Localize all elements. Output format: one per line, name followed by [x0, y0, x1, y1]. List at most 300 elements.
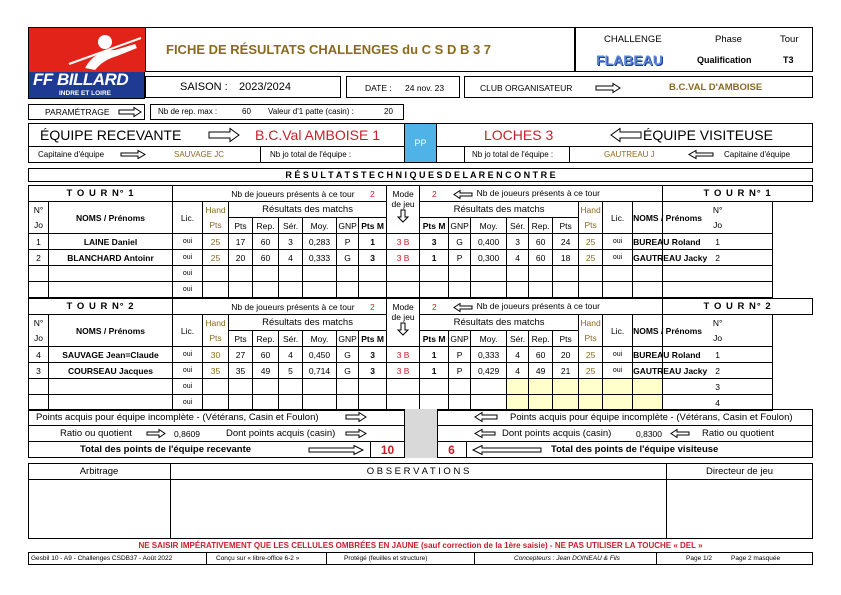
series-away[interactable]: 4: [507, 347, 529, 363]
licence-away[interactable]: oui: [603, 347, 633, 363]
result-gnp-away: [449, 266, 471, 282]
match-points-away: 1: [420, 363, 449, 379]
gnp-header: GNP: [337, 331, 359, 347]
results-header: Résultats des matchs: [229, 202, 387, 218]
arrow-left-icon: [453, 303, 473, 312]
points[interactable]: 35: [229, 363, 253, 379]
points[interactable]: [229, 266, 253, 282]
average-away: [471, 282, 507, 298]
footer-page: Page 1/2: [686, 555, 713, 562]
directeur-label: Directeur de jeu: [705, 466, 774, 477]
handicap-away[interactable]: 25: [579, 250, 603, 266]
de-jeu-label: de jeu: [391, 312, 415, 322]
series-away[interactable]: 3: [507, 234, 529, 250]
arrow-left-icon: [670, 429, 690, 438]
arrow-left-icon: [474, 412, 498, 422]
ratio-away-label: Ratio ou quotient: [702, 428, 774, 439]
repetitions-away[interactable]: [529, 266, 553, 282]
average-away: [471, 379, 507, 395]
game-mode[interactable]: [387, 282, 420, 298]
ratio-home-label: Ratio ou quotient: [60, 428, 132, 439]
results-header-right: Résultats des matchs: [420, 202, 579, 218]
result-gnp: P: [337, 234, 359, 250]
home-team-label: ÉQUIPE RECEVANTE: [40, 127, 182, 143]
result-gnp: [337, 266, 359, 282]
licence-away[interactable]: oui: [603, 234, 633, 250]
match-points-away: [420, 282, 449, 298]
results-header-right: Résultats des matchs: [420, 315, 579, 331]
tour-title-right: T O U R N° 2: [663, 299, 813, 315]
player-number[interactable]: [29, 266, 49, 282]
rep-max-value[interactable]: 60: [242, 107, 251, 116]
ser-header: Sér.: [279, 218, 303, 234]
player-number-away[interactable]: 1: [663, 234, 773, 250]
player-number[interactable]: [29, 379, 49, 395]
repetitions-away[interactable]: 60: [529, 234, 553, 250]
player-name-away[interactable]: [633, 266, 663, 282]
player-number-away[interactable]: 1: [663, 347, 773, 363]
player-name-away[interactable]: BUREAU Roland: [633, 234, 663, 250]
directeur-field[interactable]: [667, 480, 812, 538]
moy-header-right: Moy.: [471, 331, 507, 347]
series[interactable]: [279, 266, 303, 282]
jo-header-right: Jo: [663, 218, 773, 234]
total-away-label: Total des points de l'équipe visiteuse: [551, 444, 719, 455]
match-points-away: [420, 379, 449, 395]
repetitions-away[interactable]: [529, 282, 553, 298]
away-total-players-label: Nb jo total de l'équipe :: [472, 150, 554, 159]
logo: [28, 27, 145, 99]
repetitions[interactable]: [253, 266, 279, 282]
result-gnp: [337, 379, 359, 395]
challenge-name[interactable]: FLABEAU: [596, 52, 663, 68]
match-points-away: 3: [420, 234, 449, 250]
arrow-left-icon: [474, 429, 496, 438]
total-away-value: 6: [448, 443, 455, 457]
phase-label: Phase: [715, 34, 742, 45]
page-title: FICHE DE RÉSULTATS CHALLENGES du C S D B 3 7: [166, 42, 492, 57]
tour-label: Tour: [780, 34, 799, 45]
licence[interactable]: oui: [173, 234, 203, 250]
match-points: 3: [359, 250, 387, 266]
club-value[interactable]: B.C.VAL D'AMBOISE: [669, 82, 763, 93]
repetitions[interactable]: 60: [253, 250, 279, 266]
average-away: 0,333: [471, 347, 507, 363]
result-gnp-away: P: [449, 250, 471, 266]
table-row: [29, 347, 813, 363]
points-away[interactable]: [553, 266, 579, 282]
points[interactable]: [229, 282, 253, 298]
match-points: [359, 379, 387, 395]
arrow-left-icon: [453, 190, 473, 199]
players-present-text: Nb de joueurs présents à ce tour: [476, 301, 600, 312]
result-gnp-away: P: [449, 363, 471, 379]
result-gnp: G: [337, 250, 359, 266]
season-value[interactable]: 2023/2024: [239, 81, 291, 93]
player-number[interactable]: 3: [29, 363, 49, 379]
player-name-away[interactable]: GAUTREAU Jacky: [633, 250, 663, 266]
points-away[interactable]: [553, 282, 579, 298]
handicap[interactable]: 25: [203, 234, 229, 250]
points-away[interactable]: [553, 379, 579, 395]
home-team-name[interactable]: B.C.Val AMBOISE 1: [255, 127, 381, 143]
repetitions[interactable]: [253, 379, 279, 395]
lic-header: Lic.: [173, 202, 203, 234]
incomplete-home-label: Points acquis pour équipe incomplète - (Vétérans, Casin et Foulon): [36, 412, 319, 423]
rep-max-label: Nb de rep. max :: [158, 107, 218, 116]
n-header: N°: [29, 315, 49, 331]
licence[interactable]: oui: [173, 282, 203, 298]
tour-value: T3: [783, 55, 794, 65]
arrow-left-icon: [472, 445, 542, 455]
gnp-header: GNP: [337, 218, 359, 234]
repetitions-away[interactable]: [529, 379, 553, 395]
tour-table: [28, 298, 813, 411]
arrow-right-icon: [345, 429, 367, 438]
mode-header: [387, 299, 420, 347]
pts-header-right: Pts: [553, 218, 579, 234]
arrow-down-icon: [397, 322, 409, 336]
average: 0,333: [303, 250, 337, 266]
tour-title: T O U R N° 1: [29, 186, 173, 202]
home-captain[interactable]: SAUVAGE JC: [174, 150, 225, 159]
repetitions-away[interactable]: 60: [529, 347, 553, 363]
game-mode[interactable]: [387, 266, 420, 282]
table-row: [29, 250, 813, 266]
player-name[interactable]: COURSEAU Jacques: [49, 363, 173, 379]
result-gnp: [337, 282, 359, 298]
result-gnp-away: P: [449, 347, 471, 363]
lic-header-right: Lic.: [603, 315, 633, 347]
series[interactable]: 3: [279, 234, 303, 250]
player-number-away[interactable]: 2: [663, 250, 773, 266]
series[interactable]: 5: [279, 363, 303, 379]
handicap[interactable]: [203, 379, 229, 395]
moy-header: Moy.: [303, 218, 337, 234]
player-number-away[interactable]: 3: [663, 379, 773, 395]
ptsm-header-right: Pts M: [420, 331, 449, 347]
results-header: Résultats des matchs: [229, 315, 387, 331]
average: [303, 379, 337, 395]
player-number[interactable]: 2: [29, 250, 49, 266]
match-points-away: 1: [420, 347, 449, 363]
section-title: R É S U L T A T S T E C H N I Q U E S D E L A R E N C O N T R E: [285, 170, 556, 180]
hand-header-right: Hand: [579, 315, 603, 331]
handicap[interactable]: 25: [203, 250, 229, 266]
handicap-away[interactable]: [579, 266, 603, 282]
licence-away[interactable]: [603, 266, 633, 282]
series[interactable]: 4: [279, 250, 303, 266]
footer-designers: Concepteurs : Jean DOINEAU & Fils: [514, 555, 620, 562]
points[interactable]: 17: [229, 234, 253, 250]
names-header-right: NOMS / Prénoms: [633, 202, 663, 234]
lic-header: Lic.: [173, 315, 203, 347]
average-away: [471, 266, 507, 282]
series[interactable]: [279, 379, 303, 395]
licence[interactable]: oui: [173, 266, 203, 282]
phase-value: Qualification: [697, 55, 752, 65]
average: [303, 282, 337, 298]
arbitrage-field[interactable]: [29, 480, 170, 538]
names-header-right: NOMS / Prénoms: [633, 315, 663, 347]
result-gnp-away: [449, 282, 471, 298]
game-mode[interactable]: 3 B: [387, 234, 420, 250]
player-name[interactable]: BLANCHARD Antoinr: [49, 250, 173, 266]
table-row: [29, 282, 813, 298]
arrow-left-icon: [610, 128, 642, 142]
result-gnp-away: G: [449, 234, 471, 250]
player-name-away[interactable]: BUREAU Roland: [633, 347, 663, 363]
incomplete-away-label: Points acquis pour équipe incomplète - (Vétérans, Casin et Foulon): [510, 412, 793, 423]
handicap-away[interactable]: [579, 379, 603, 395]
licence[interactable]: oui: [173, 347, 203, 363]
point-value-label: Valeur d'1 patte (casin) :: [268, 107, 354, 116]
series[interactable]: 4: [279, 347, 303, 363]
result-gnp: G: [337, 363, 359, 379]
licence-away[interactable]: oui: [603, 363, 633, 379]
repetitions[interactable]: 49: [253, 363, 279, 379]
licence-away[interactable]: oui: [603, 250, 633, 266]
away-team-label: ÉQUIPE VISITEUSE: [643, 127, 773, 143]
handicap-away[interactable]: 25: [579, 234, 603, 250]
pts-header-right: Pts: [553, 331, 579, 347]
players-present-label: Nb de joueurs présents à ce tour: [173, 186, 359, 202]
repetitions[interactable]: 60: [253, 234, 279, 250]
table-row: [29, 266, 813, 282]
player-number[interactable]: [29, 282, 49, 298]
average-away: 0,400: [471, 234, 507, 250]
result-gnp-away: [449, 379, 471, 395]
n-header: N°: [29, 202, 49, 218]
arrow-right-icon: [120, 150, 146, 159]
jo-header: Jo: [29, 331, 49, 347]
footer-page-hidden: Page 2 masquée: [731, 555, 781, 562]
home-total-players-label: Nb jo total de l'équipe :: [270, 150, 352, 159]
player-number-away[interactable]: [663, 266, 773, 282]
challenge-label: CHALLENGE: [604, 34, 662, 45]
player-number-away[interactable]: 4: [663, 395, 773, 411]
gnp-header-right: GNP: [449, 331, 471, 347]
licence-away[interactable]: [603, 379, 633, 395]
lic-header-right: Lic.: [603, 202, 633, 234]
jo-header-right: Jo: [663, 331, 773, 347]
handicap-away[interactable]: 25: [579, 363, 603, 379]
player-name[interactable]: [49, 282, 173, 298]
mode-label: Mode: [392, 189, 414, 199]
arrow-right-icon: [345, 412, 367, 422]
hand-header: Hand: [203, 315, 229, 331]
mode-header: [387, 186, 420, 234]
ser-header-right: Sér.: [507, 331, 529, 347]
player-number-away[interactable]: 2: [663, 363, 773, 379]
points[interactable]: 20: [229, 250, 253, 266]
match-points: [359, 266, 387, 282]
arrow-right-icon: [595, 83, 621, 93]
licence[interactable]: oui: [173, 395, 203, 411]
players-present-label-right: [449, 186, 663, 202]
repetitions-away[interactable]: 49: [529, 363, 553, 379]
series[interactable]: [279, 282, 303, 298]
arrow-left-icon: [688, 150, 714, 159]
arrow-right-icon: [118, 107, 142, 117]
game-mode[interactable]: 3 B: [387, 363, 420, 379]
handicap-away[interactable]: [579, 282, 603, 298]
pp-label: PP: [414, 138, 427, 148]
player-number[interactable]: 4: [29, 347, 49, 363]
players-present-away[interactable]: 2: [420, 299, 449, 315]
licence[interactable]: oui: [173, 250, 203, 266]
ptsm-header: Pts M: [359, 218, 387, 234]
players-present-label: Nb de joueurs présents à ce tour: [173, 299, 359, 315]
series-away[interactable]: [507, 379, 529, 395]
player-name-away[interactable]: [633, 379, 663, 395]
handicap-away[interactable]: 25: [579, 347, 603, 363]
hand-pts-header: Pts: [203, 218, 229, 234]
pts-header: Pts: [229, 218, 253, 234]
points[interactable]: [229, 379, 253, 395]
moy-header: Moy.: [303, 331, 337, 347]
player-name[interactable]: SAUVAGE Jean=Claude: [49, 347, 173, 363]
footer-software: Conçu sur « libre-office 6-2 »: [216, 555, 300, 562]
average-away: 0,429: [471, 363, 507, 379]
licence[interactable]: oui: [173, 379, 203, 395]
player-number[interactable]: 1: [29, 234, 49, 250]
repetitions-away[interactable]: 60: [529, 250, 553, 266]
table-row: [29, 234, 813, 250]
match-points-away: [420, 266, 449, 282]
average: 0,450: [303, 347, 337, 363]
licence-away[interactable]: [603, 282, 633, 298]
club-label: CLUB ORGANISATEUR: [480, 83, 573, 93]
player-name[interactable]: LAINE Daniel: [49, 234, 173, 250]
ptsm-header-right: Pts M: [420, 218, 449, 234]
rep-header: Rep.: [253, 331, 279, 347]
away-captain[interactable]: GAUTREAU J: [604, 150, 655, 159]
observations-label: O B S E R V A T I O N S: [366, 466, 470, 477]
hand-header-right: Hand: [579, 202, 603, 218]
logo-subtext: INDRE ET LOIRE: [59, 90, 112, 97]
players-present-label-right: [449, 299, 663, 315]
average: 0,714: [303, 363, 337, 379]
game-mode[interactable]: 3 B: [387, 347, 420, 363]
handicap[interactable]: [203, 266, 229, 282]
arrow-right-icon: [146, 429, 166, 438]
result-gnp: G: [337, 347, 359, 363]
match-points: 3: [359, 347, 387, 363]
handicap[interactable]: 35: [203, 363, 229, 379]
arrow-right-icon: [308, 445, 364, 455]
points-away[interactable]: 18: [553, 250, 579, 266]
ratio-away-value: 0,8300: [636, 429, 662, 439]
jo-header: Jo: [29, 218, 49, 234]
n-header-right: N°: [663, 315, 773, 331]
ser-header: Sér.: [279, 331, 303, 347]
away-captain-label: Capitaine d'équipe: [724, 150, 791, 159]
footer-protection: Protégé (feuilles et structure): [344, 555, 428, 562]
rep-header-right: Rep.: [529, 331, 553, 347]
hand-pts-header-right: Pts: [579, 331, 603, 347]
ptsm-header: Pts M: [359, 331, 387, 347]
players-present-away[interactable]: 2: [420, 186, 449, 202]
mode-label: Mode: [392, 302, 414, 312]
casin-home-label: Dont points acquis (casin): [226, 428, 336, 439]
names-header: NOMS / Prénoms: [49, 315, 173, 347]
ratio-home-value: 0,8609: [174, 429, 200, 439]
moy-header-right: Moy.: [471, 218, 507, 234]
rep-header-right: Rep.: [529, 218, 553, 234]
names-header: NOMS / Prénoms: [49, 202, 173, 234]
arrow-right-icon: [208, 128, 240, 142]
player-name[interactable]: [49, 266, 173, 282]
table-row: [29, 363, 813, 379]
n-header-right: N°: [663, 202, 773, 218]
points-away[interactable]: 24: [553, 234, 579, 250]
series-away[interactable]: [507, 282, 529, 298]
match-points: 1: [359, 234, 387, 250]
away-team-name[interactable]: LOCHES 3: [484, 127, 554, 143]
total-home-value: 10: [380, 443, 395, 457]
date-value[interactable]: 24 nov. 23: [405, 83, 445, 93]
hand-pts-header-right: Pts: [579, 218, 603, 234]
player-name-away[interactable]: GAUTREAU Jacky: [633, 363, 663, 379]
tour-title-right: T O U R N° 1: [663, 186, 813, 202]
series-away[interactable]: [507, 266, 529, 282]
player-name-away[interactable]: [633, 282, 663, 298]
season-label: SAISON :: [180, 81, 228, 93]
average-away: 0,300: [471, 250, 507, 266]
ser-header-right: Sér.: [507, 218, 529, 234]
series-away[interactable]: 4: [507, 363, 529, 379]
arrow-down-icon: [397, 209, 409, 223]
arbitrage-label: Arbitrage: [79, 466, 119, 477]
game-mode[interactable]: [387, 379, 420, 395]
table-row: [29, 379, 813, 395]
average: [303, 266, 337, 282]
total-home-label: Total des points de l'équipe recevante: [80, 444, 252, 455]
points-away[interactable]: 21: [553, 363, 579, 379]
players-present-text: Nb de joueurs présents à ce tour: [476, 188, 600, 199]
repetitions[interactable]: 60: [253, 347, 279, 363]
match-points: 3: [359, 363, 387, 379]
logo-text: FF BILLARD: [33, 70, 129, 89]
pts-header: Pts: [229, 331, 253, 347]
points[interactable]: 27: [229, 347, 253, 363]
hand-header: Hand: [203, 202, 229, 218]
date-label: DATE :: [365, 83, 392, 93]
hand-pts-header: Pts: [203, 331, 229, 347]
warning-text: NE SAISIR IMPÉRATIVEMENT QUE LES CELLULES OMBRÉES EN JAUNE (sauf correction de la 1ère saisie) - NE PAS UTILISER LA TOUCHE « DEL »: [138, 541, 703, 550]
tour-title: T O U R N° 2: [29, 299, 173, 315]
casin-away-label: Dont points acquis (casin): [502, 428, 612, 439]
repetitions[interactable]: [253, 282, 279, 298]
players-present-home[interactable]: 2: [359, 186, 387, 202]
home-captain-label: Capitaine d'équipe: [38, 150, 105, 159]
points-away[interactable]: 20: [553, 347, 579, 363]
point-value[interactable]: 20: [384, 107, 393, 116]
observations-field[interactable]: [171, 480, 666, 538]
player-number-away[interactable]: [663, 282, 773, 298]
footer-version: Gesbil 10 - A9 - Challenges CSDB37 - Août 2022: [31, 555, 173, 562]
average: 0,283: [303, 234, 337, 250]
licence[interactable]: oui: [173, 363, 203, 379]
handicap[interactable]: [203, 282, 229, 298]
players-present-home[interactable]: 2: [359, 299, 387, 315]
game-mode[interactable]: 3 B: [387, 250, 420, 266]
series-away[interactable]: 4: [507, 250, 529, 266]
match-points: [359, 282, 387, 298]
handicap[interactable]: 30: [203, 347, 229, 363]
player-name[interactable]: [49, 379, 173, 395]
